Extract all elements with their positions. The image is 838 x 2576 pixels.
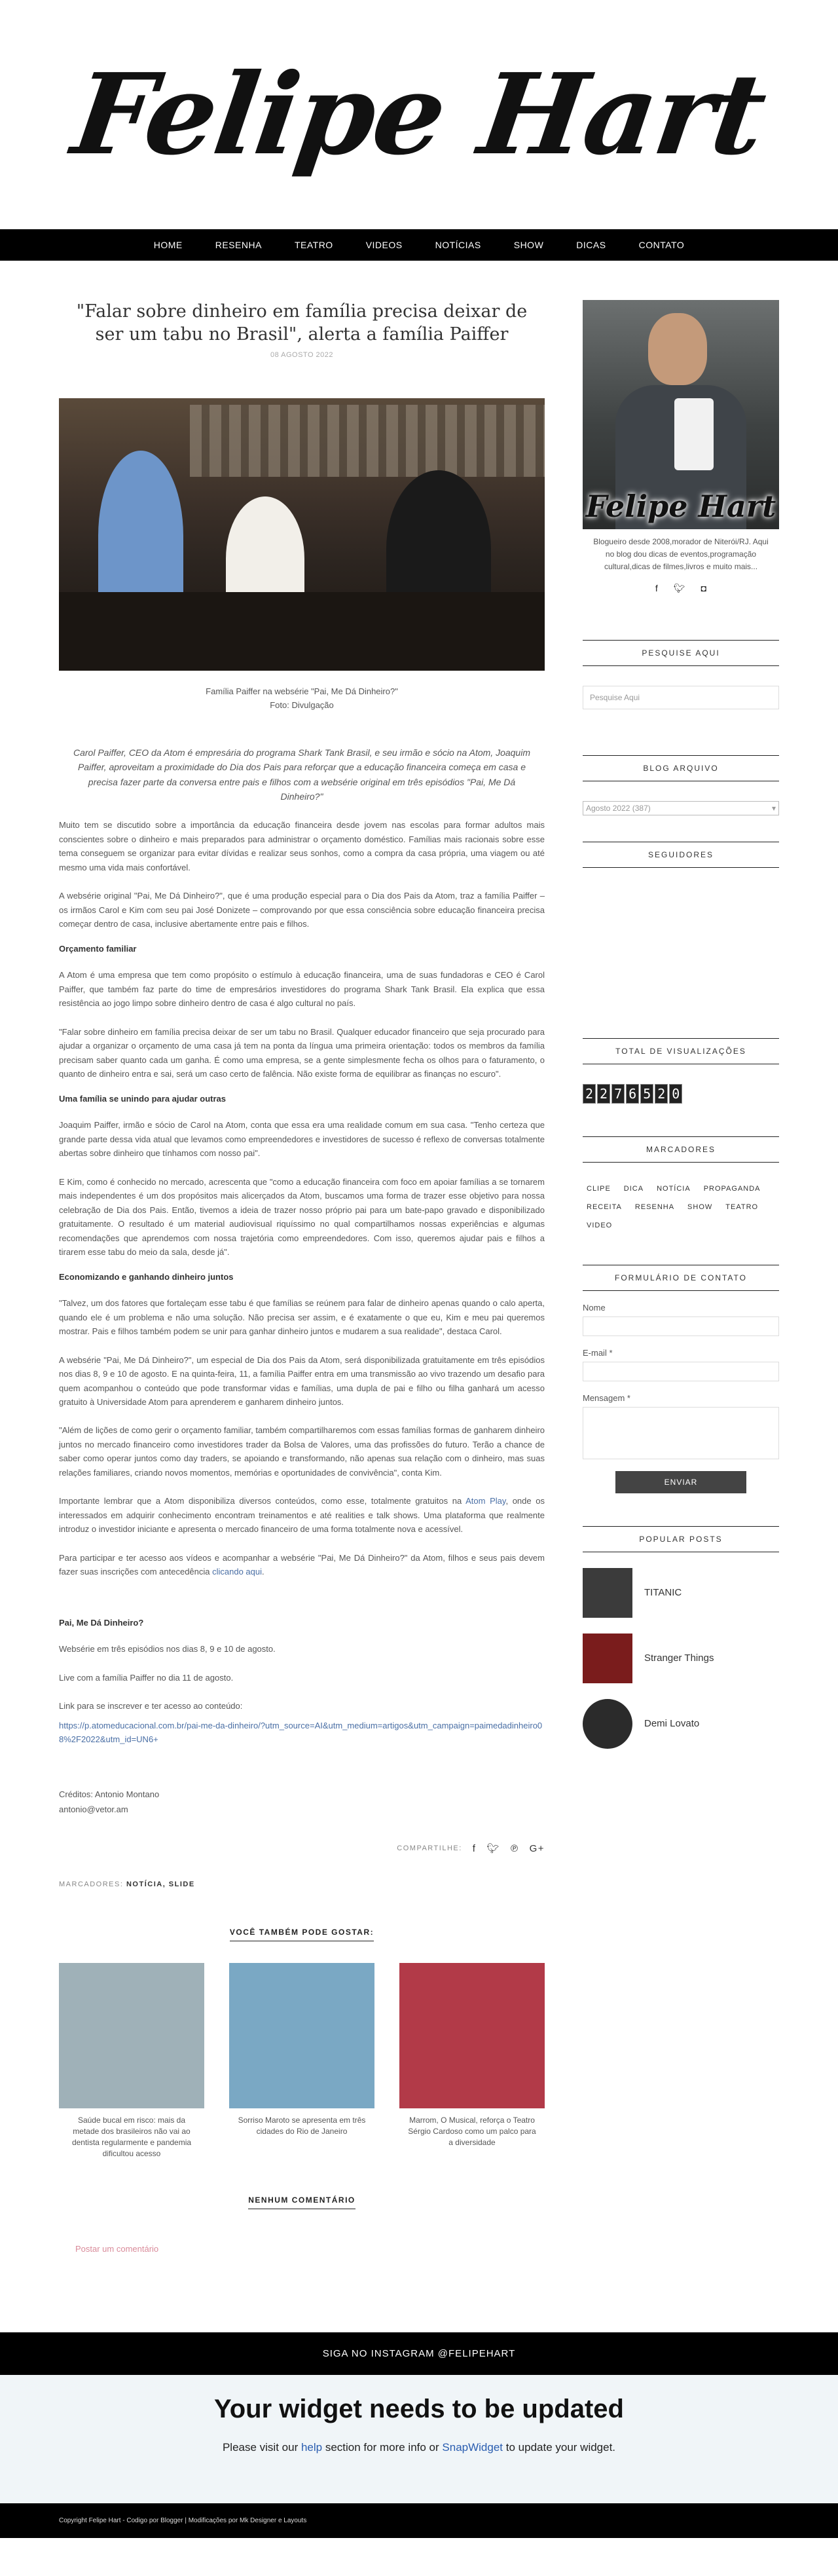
paragraph: Muito tem se discutido sobre a importância da educação financeira desde jovem nas escolas para formar adultos mais conscientes sobre o dinheiro e mais preparados para administrar o orçamento doméstico. Famílias mais racionais sobre esse tema conseguem se organizar para evitar dívidas e realizar seus sonhos, como a compra da casa própria, uma viagem ou até mesmo uma vida mais confortável.: [59, 820, 545, 872]
help-link[interactable]: help: [301, 2440, 323, 2454]
widget-text: Please visit our help section for more info or SnapWidget to update your widget.: [222, 2440, 616, 2454]
label-tag[interactable]: PROPAGANDA: [703, 1184, 761, 1193]
popular-post[interactable]: Demi Lovato: [583, 1699, 779, 1749]
post-comment-link[interactable]: Postar um comentário: [75, 2243, 159, 2254]
paragraph: Importante lembrar que a Atom disponibiliza diversos conteúdos, como esse, totalmente gratuitos na Atom Play, onde os interessados em adquirir conhecimento encontram treinamentos e até realities e talk shows. Uma plataforma que realmente introduz o investidor iniciante e apresenta o mercado financeiro de uma forma totalmente nova e acessível.: [59, 1496, 545, 1535]
related-post[interactable]: Sorriso Maroto se apresenta em três cidades do Rio de Janeiro: [229, 1963, 374, 2159]
nav-dicas[interactable]: DICAS: [576, 240, 606, 250]
instagram-icon[interactable]: ◘: [701, 582, 707, 593]
credit-email: antonio@vetor.am: [59, 1804, 128, 1815]
nav-show[interactable]: SHOW: [513, 240, 544, 250]
label-tag[interactable]: TEATRO: [725, 1203, 759, 1211]
related-title: VOCÊ TAMBÉM PODE GOSTAR:: [59, 1928, 545, 1937]
related-post[interactable]: Marrom, O Musical, reforça o Teatro Sérgio Cardoso como um palco para a diversidade: [399, 1963, 545, 2159]
search-input[interactable]: Pesquise Aqui: [583, 686, 779, 709]
paragraph: [59, 1719, 545, 1747]
about-text: Blogueiro desde 2008,morador de Niterói/RJ. Aqui no blog dou dicas de eventos,programação cultural,dicas de filmes,livros e muito mais...: [593, 537, 769, 572]
paragraph: Joaquim Paiffer, irmão e sócio de Carol na Atom, conta que essa era uma realidade comum em sua casa. "Tenho certeza que grande parte dessa vida atual que levamos como empreendedores e investidores de sucesso é reflexo de conversas totalmente abertas sobre dinheiro que tínhamos com nosso pai".: [59, 1120, 545, 1159]
popular-post[interactable]: TITANIC: [583, 1568, 779, 1618]
contact-name-label: Nome: [583, 1302, 606, 1313]
label-tag[interactable]: NOTÍCIA: [657, 1184, 691, 1193]
contact-widget-title: FORMULÁRIO DE CONTATO: [583, 1265, 779, 1291]
site-logo[interactable]: Felipe Hart: [65, 49, 773, 180]
snapwidget-link[interactable]: SnapWidget: [442, 2440, 503, 2454]
image-caption: Família Paiffer na websérie "Pai, Me Dá Dinheiro?" Foto: Divulgação: [206, 686, 398, 710]
popular-widget-title: POPULAR POSTS: [583, 1526, 779, 1552]
nav-noticias[interactable]: NOTÍCIAS: [435, 240, 481, 250]
nav-teatro[interactable]: TEATRO: [294, 240, 333, 250]
subheading: Economizando e ganhando dinheiro juntos: [59, 1272, 234, 1282]
nav-resenha[interactable]: RESENHA: [215, 240, 262, 250]
views-widget-title: TOTAL DE VISUALIZAÇÕES: [583, 1038, 779, 1064]
post-lead: Carol Paiffer, CEO da Atom é empresária do programa Shark Tank Brasil, e seu irmão e sócio na Atom, Joaquim Paiffer, aproveitam a proximidade do Dia dos Pais para reforçar que a educação financeira começa em casa e precisa fazer parte da conversa entre pais e filhos com a websérie original em três episódios "Pai, Me Dá Dinheiro?": [73, 747, 530, 802]
related-posts: [59, 1963, 545, 2159]
followers-widget-title: SEGUIDORES: [583, 842, 779, 868]
signup-link[interactable]: clicando aqui: [212, 1566, 263, 1577]
paragraph: A websérie original "Pai, Me Dá Dinheiro?", que é uma produção especial para o Dia dos Pais da Atom, traz a família Paiffer – os irmãos Carol e Kim com seu pai José Donizete – comprovando por que essa consciência sobre educação financeira precisa começar dentro de casa, inclusive abertamente entre pais e filhos.: [59, 891, 545, 929]
post-date: 08 AGOSTO 2022: [270, 351, 334, 360]
contact-name-input[interactable]: [583, 1316, 779, 1336]
credit: Créditos: Antonio Montano: [59, 1789, 160, 1799]
contact-email-input[interactable]: [583, 1362, 779, 1381]
paragraph: Websérie em três episódios nos dias 8, 9 e 10 de agosto.: [59, 1644, 276, 1654]
paragraph: "Falar sobre dinheiro em família precisa deixar de ser um tabu no Brasil. Qualquer educador financeiro que seja procurado para ajudar a organizar o orçamento de uma casa já tem na ponta da língua uma primeira orientação: todos os membros da família precisam saber quanto cada um ganha. É como uma empresa, se a gente simplesmente fecha os olhos para o faturamento, o quanto de dinheiro entra e sai, será um caso certo de falência. Não existe forma de equilibrar as finanças no escuro".: [59, 1026, 545, 1079]
view-counter: 2 2 7 6 5 2 0: [583, 1084, 779, 1104]
popular-post[interactable]: Stranger Things: [583, 1633, 779, 1683]
atom-play-link[interactable]: Atom Play: [465, 1496, 506, 1506]
google-plus-icon[interactable]: G+: [529, 1842, 545, 1854]
labels-widget-title: MARCADORES: [583, 1136, 779, 1163]
social-links: [583, 583, 779, 594]
profile-photo: [583, 300, 779, 529]
paragraph: Live com a família Paiffer no dia 11 de agosto.: [59, 1672, 234, 1683]
paragraph: "Talvez, um dos fatores que fortaleçam esse tabu é que famílias se reúnem para falar de dinheiro apenas quando o calo aperta, quando ele é um problema e não uma solução. Não precisa ser assim, e é exatamente o que eu, Kim e meu pai queremos mostrar. Pais e filhos também podem se unir para ganhar dinheiro juntos e mudarem a sua realidade", destaca Carol.: [59, 1298, 545, 1337]
facebook-icon[interactable]: f: [655, 582, 658, 593]
label-tag[interactable]: VIDEO: [587, 1221, 613, 1229]
subheading: Orçamento familiar: [59, 944, 137, 954]
archive-select[interactable]: Agosto 2022 (387) ▾: [583, 801, 779, 815]
chevron-down-icon: ▾: [771, 803, 776, 813]
label-tag[interactable]: CLIPE: [587, 1184, 611, 1193]
share-label: COMPARTILHE:: [397, 1844, 462, 1853]
signup-url-link[interactable]: https://p.atomeducacional.com.br/pai-me-da-dinheiro/?utm_source=AI&utm_medium=artigos&utm_campaign=paimedadinheiro08%2F2022&utm_id=UN6+: [59, 1720, 543, 1745]
facebook-icon[interactable]: f: [472, 1842, 477, 1854]
subheading: Pai, Me Dá Dinheiro?: [59, 1618, 144, 1628]
label-cloud: [583, 1182, 779, 1232]
contact-message-input[interactable]: [583, 1407, 779, 1459]
label-tag[interactable]: RESENHA: [634, 1203, 675, 1211]
nav-home[interactable]: HOME: [153, 240, 183, 250]
comments-title: NENHUM COMENTÁRIO: [59, 2195, 545, 2205]
paragraph: E Kim, como é conhecido no mercado, acrescenta que "como a educação financeira com foco em apoiar famílias a se tornarem mais independentes é um dos propósitos mais alicerçados da Atom, buscamos uma forma de trazer esse objetivo para nossa celebração de Dia dos Pais. Então, tivemos a ideia de trazer nosso próprio pai para um bate-papo gravado e disponibilizado gratuitamente. O resultado é um material audiovisual riquíssimo no qual compartilhamos nossas experiências e algumas recomendações que aprendemos com nossa trajetória como empreendedores. Com isso, queremos ajudar pais e filhos a tirarem esse tabu do meio da sala, desde já".: [59, 1176, 545, 1257]
pinterest-icon[interactable]: ℗: [511, 1842, 519, 1854]
post-hero-image: [59, 398, 545, 671]
header: [0, 0, 838, 229]
post-labels-values[interactable]: NOTÍCIA, SLIDE: [126, 1880, 195, 1889]
label-tag[interactable]: SHOW: [687, 1203, 713, 1211]
label-tag[interactable]: DICA: [623, 1184, 644, 1193]
label-tag[interactable]: RECEITA: [587, 1203, 622, 1211]
snapwidget-notice: [0, 2375, 838, 2503]
contact-message-label: Mensagem *: [583, 1392, 630, 1403]
nav-contato[interactable]: CONTATO: [638, 240, 685, 250]
post-labels: MARCADORES: NOTÍCIA, SLIDE: [59, 1880, 195, 1889]
send-button[interactable]: ENVIAR: [615, 1471, 746, 1493]
post-main: [59, 300, 545, 2254]
paragraph: "Além de lições de como gerir o orçamento familiar, também compartilharemos com essas famílias formas de ganharem dinheiro juntos no mercado financeiro como investidores trader da Bolsa de Valores, uma das profissões do futuro. Terão a chance de saber como operar juntos como day traders, se apoiando e transformando, não apenas sua relação com o dinheiro, mas suas relações familiares, criando novos momentos, memórias e oportunidades de convivência", conta Kim.: [59, 1425, 545, 1478]
contact-email-label: E-mail *: [583, 1347, 613, 1358]
subheading: Uma família se unindo para ajudar outras: [59, 1094, 227, 1104]
paragraph: Link para se inscrever e ter acesso ao conteúdo:: [59, 1701, 243, 1711]
widget-title: Your widget needs to be updated: [214, 2394, 624, 2423]
instagram-bar[interactable]: SIGA NO INSTAGRAM @FELIPEHART: [0, 2332, 838, 2375]
share-bar: [59, 1842, 545, 1854]
archive-widget-title: BLOG ARQUIVO: [583, 755, 779, 781]
sidebar: [583, 300, 779, 2254]
related-post[interactable]: Saúde bucal em risco: mais da metade dos brasileiros não vai ao dentista regularmente e pandemia dificultou acesso: [59, 1963, 204, 2159]
twitter-icon[interactable]: 🐦︎: [673, 582, 685, 593]
profile-signature: Felipe Hart: [585, 489, 776, 524]
paragraph: A websérie "Pai, Me Dá Dinheiro?", um especial de Dia dos Pais da Atom, será disponibilizada gratuitamente em três episódios nos dias 8, 9 e 10 de agosto. E na quinta-feira, 11, a família Paiffer entra em uma transmissão ao vivo trazendo um desafio para quem acompanhou o conteúdo que pode transformar vidas e famílias, uma dupla de pai e filho ou filha ganhará um acesso gratuito à Universidade Atom para aprenderem e ganharem dinheiro juntos.: [59, 1354, 545, 1408]
copyright: Copyright Felipe Hart - Codigo por Blogger | Modificações por Mk Designer e Layouts: [0, 2503, 838, 2538]
nav-videos[interactable]: VIDEOS: [365, 240, 403, 250]
paragraph: Para participar e ter acesso aos vídeos e acompanhar a websérie "Pai, Me Dá Dinheiro?" da Atom, filhos e seus pais devem fazer suas inscrições com antecedência clicando aqui.: [59, 1552, 545, 1577]
main-nav: [0, 229, 838, 261]
twitter-icon[interactable]: 🐦︎: [486, 1843, 500, 1855]
post-title: "Falar sobre dinheiro em família precisa deixar de ser um tabu no Brasil", alerta a família Paiffer: [76, 301, 528, 345]
paragraph: A Atom é uma empresa que tem como propósito o estímulo à educação financeira, uma de suas fundadoras e CEO é Carol Paiffer, que também faz parte do time de empresários investidores do programa Shark Tank Brasil. Ela explica que essa resistência ao jogo limpo sobre dinheiro dentro de casa é algo cultural no país.: [59, 970, 545, 1009]
search-widget-title: PESQUISE AQUI: [583, 640, 779, 666]
